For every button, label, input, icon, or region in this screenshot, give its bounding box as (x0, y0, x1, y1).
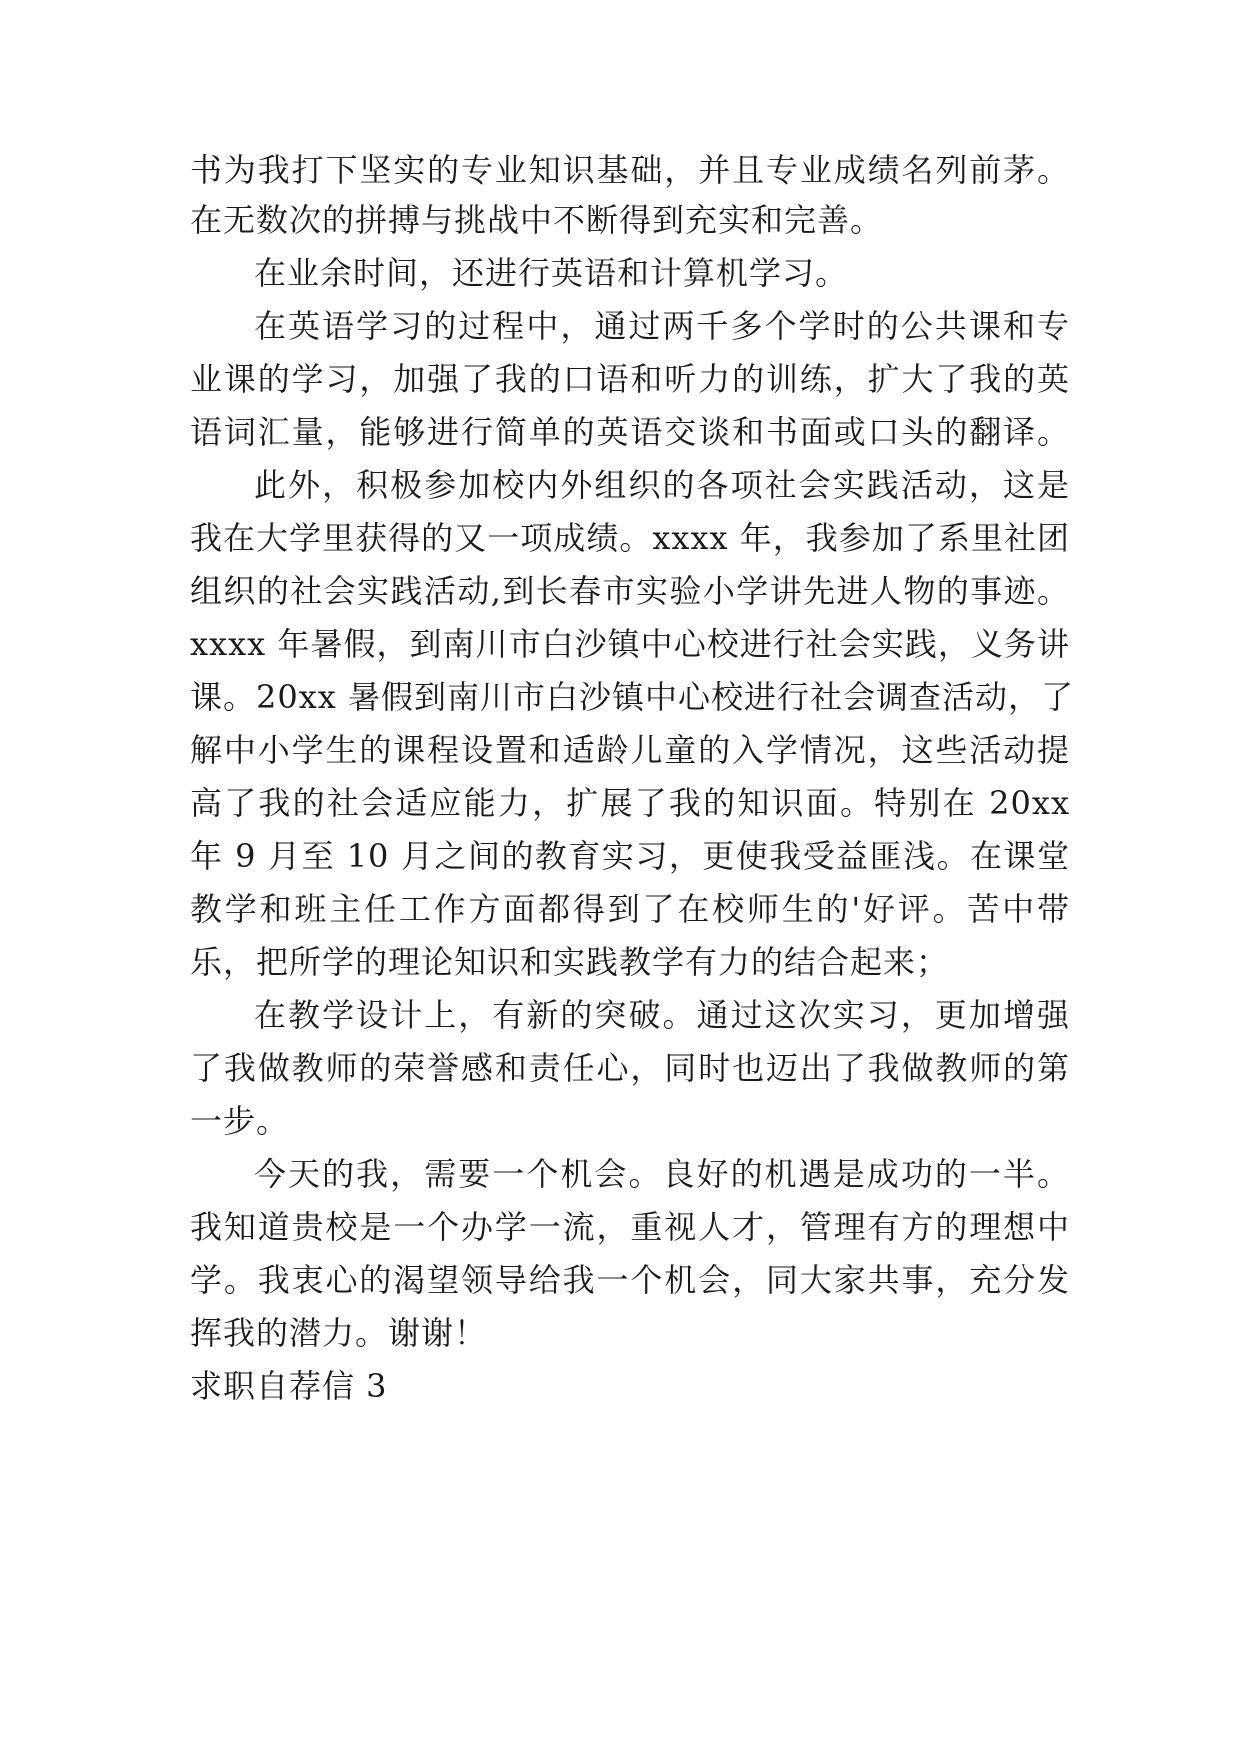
text-line: 业课的学习，加强了我的口语和听力的训练，扩大了我的英 (190, 360, 1070, 398)
text-line: 教学和班主任工作方面都得到了在校师生的'好评。苦中带 (190, 890, 1070, 928)
text-line: 书为我打下坚实的专业知识基础，并且专业成绩名列前茅。 (190, 151, 1070, 189)
paragraph-start: 今天的我，需要一个机会。良好的机遇是成功的一半。 (254, 1155, 1070, 1193)
paragraph-start: 此外，积极参加校内外组织的各项社会实践活动，这是 (254, 466, 1070, 504)
text-line: 组织的社会实践活动,到长春市实验小学讲先进人物的事迹。 (190, 572, 1070, 610)
text-line: 年 9 月至 10 月之间的教育实习，更使我受益匪浅。在课堂 (190, 837, 1070, 875)
section-heading: 求职自荐信 3 (190, 1367, 388, 1405)
text-line: 在无数次的拼搏与挑战中不断得到充实和完善。 (190, 201, 884, 239)
text-line: 乐，把所学的理论知识和实践教学有力的结合起来； (190, 943, 950, 981)
paragraph-start: 在教学设计上，有新的突破。通过这次实习，更加增强 (254, 996, 1070, 1034)
text-line: 一步。 (190, 1102, 290, 1140)
text-line: 了我做教师的荣誉感和责任心，同时也迈出了我做教师的第 (190, 1049, 1070, 1087)
text-line: 解中小学生的课程设置和适龄儿童的入学情况，这些活动提 (190, 731, 1070, 769)
paragraph-start: 在英语学习的过程中，通过两千多个学时的公共课和专 (254, 307, 1070, 345)
text-line: xxxx 年暑假，到南川市白沙镇中心校进行社会实践，义务讲 (190, 625, 1070, 663)
text-line: 学。我衷心的渴望领导给我一个机会，同大家共事，充分发 (190, 1261, 1070, 1299)
text-line: 我在大学里获得的又一项成绩。xxxx 年，我参加了系里社团 (190, 519, 1070, 557)
text-line: 高了我的社会适应能力，扩展了我的知识面。特别在 20xx (190, 784, 1070, 822)
paragraph-start: 在业余时间，还进行英语和计算机学习。 (254, 254, 849, 292)
text-line: 语词汇量，能够进行简单的英语交谈和书面或口头的翻译。 (190, 413, 1070, 451)
text-line: 课。20xx 暑假到南川市白沙镇中心校进行社会调查活动，了 (190, 678, 1074, 716)
text-line: 我知道贵校是一个办学一流，重视人才，管理有方的理想中 (190, 1208, 1070, 1246)
text-line: 挥我的潜力。谢谢！ (190, 1314, 488, 1352)
